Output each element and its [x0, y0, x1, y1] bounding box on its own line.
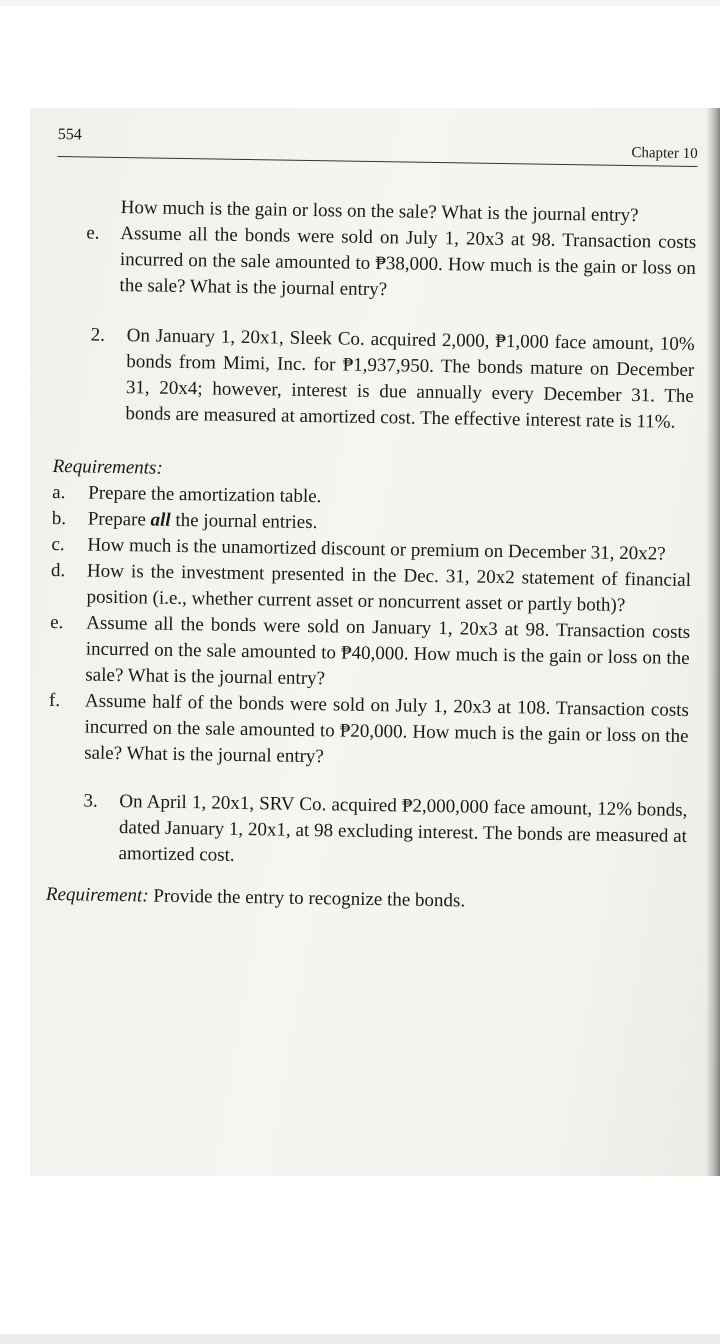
item-marker: a.	[52, 481, 66, 504]
problem-text: On January 1, 20x1, Sleek Co. acquired 2,000, ₱1,000 face amount, 10% bonds from Mimi, Inc. for ₱1,937,950. The bonds mature on December 31, 20x4; however, interest is due annually every December 31. The bonds are measured at amortized cost. The effective interest rate is 11%.	[125, 325, 695, 433]
item-text: Assume all the bonds were sold on July 1, 20x3 at 98. Transaction costs incurred on the sale amounted to ₱38,000. How much is the gain or loss on the sale? What is the journal entry?	[119, 222, 697, 301]
page-number: 554	[57, 126, 82, 144]
item-marker: e.	[86, 222, 100, 244]
problem-text: On April 1, 20x1, SRV Co. acquired ₱2,000,000 face amount, 12% bonds, dated January 1, 20x1, at 98 excluding interest. The bonds are measured at amortized cost.	[118, 791, 688, 866]
requirement-label: Requirement:	[45, 883, 149, 907]
problem-number: 2.	[90, 324, 106, 346]
problem-number: 3.	[83, 790, 98, 812]
problem-2	[89, 323, 695, 436]
requirement-f	[48, 688, 689, 776]
page-header	[58, 126, 698, 166]
requirements-list	[48, 480, 692, 776]
requirement-text: Provide the entry to recognize the bonds.	[148, 885, 466, 912]
item-marker: e.	[50, 611, 64, 634]
book-page-photo	[30, 108, 720, 1176]
requirement-e	[49, 610, 690, 698]
text-before: Prepare	[87, 508, 151, 531]
item-text: Prepare the amortization table.	[88, 482, 322, 508]
book-page	[46, 126, 698, 918]
previous-item-e	[85, 220, 696, 308]
item-text: Assume half of the bonds were sold on July 1, 20x3 at 108. Transaction costs incurred on the sale amounted to ₱20,000. How much is the gain or loss on the sale? What is the journal entry?	[83, 690, 690, 768]
item-text: How much is the unamortized discount or premium on December 31, 20x2?	[87, 534, 666, 565]
page-edge-shadow	[706, 108, 720, 1176]
viewer-top-bar	[0, 0, 720, 6]
emphasis: all	[150, 509, 171, 531]
chapter-label: Chapter 10	[631, 145, 698, 163]
item-marker: b.	[51, 507, 67, 530]
item-marker: d.	[50, 559, 66, 582]
header-rule	[58, 156, 698, 167]
item-marker: f.	[48, 689, 61, 712]
viewer-bottom-bar	[0, 1334, 720, 1344]
problem-3	[82, 788, 687, 875]
text-after: the journal entries.	[170, 509, 318, 534]
continuation-text: How much is the gain or loss on the sale? What is the journal entry?	[120, 196, 639, 227]
final-requirement	[46, 882, 686, 918]
item-marker: c.	[51, 533, 65, 556]
requirements-title: Requirements:	[52, 455, 163, 479]
item-text: How is the investment presented in the Dec. 31, 20x2 statement of financial position (i.e., whether current asset or noncurrent asset or partly both)?	[86, 560, 692, 616]
item-text: Assume all the bonds were sold on January 1, 20x3 at 98. Transaction costs incurred on the sale amounted to ₱40,000. How much is the gain or loss on the sale? What is the journal entry?	[85, 612, 691, 690]
